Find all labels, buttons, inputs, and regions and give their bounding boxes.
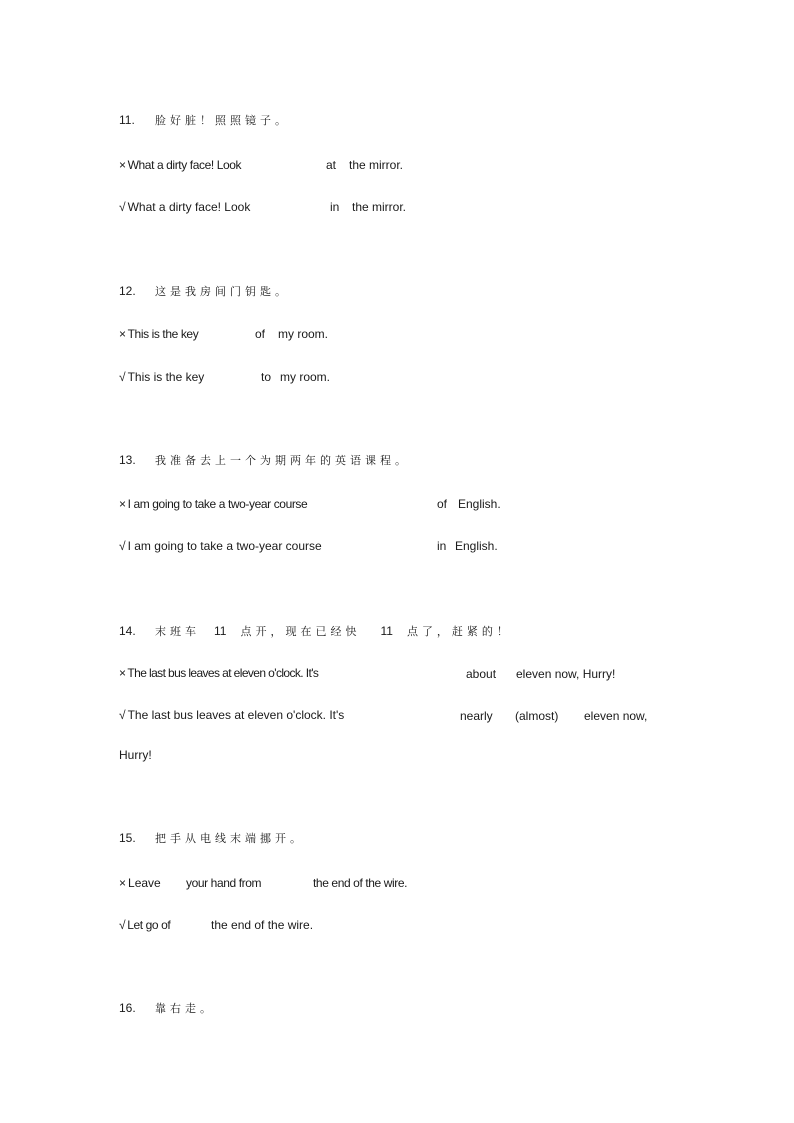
check-mark-icon: √	[119, 708, 126, 722]
right-rest: my room.	[280, 370, 331, 384]
right-rest: the end of the wire.	[211, 918, 314, 932]
chinese-sentence: 靠右走。	[155, 1002, 215, 1015]
wrong-answer: of	[255, 327, 266, 341]
check-mark-icon: √	[119, 370, 126, 384]
item-15-wrong	[119, 875, 161, 891]
chinese-sentence-part: 末班车	[155, 625, 200, 638]
cross-mark-icon: ×	[119, 158, 126, 172]
wrong-rest: eleven now, Hurry!	[516, 667, 616, 681]
item-13-heading	[119, 452, 410, 469]
item-14-right	[119, 707, 344, 723]
right-answer: nearly	[460, 709, 493, 723]
chinese-sentence: 这是我房间门钥匙。	[155, 285, 290, 298]
wrong-answer: of	[437, 497, 448, 511]
wrong-rest: the mirror.	[349, 158, 404, 172]
cross-mark-icon: ×	[119, 876, 127, 890]
wrong-answer: your hand from	[186, 876, 262, 890]
chinese-sentence: 把手从电线末端挪开。	[155, 832, 305, 845]
chinese-sentence: 脸好脏！照照镜子。	[155, 114, 290, 127]
wrong-rest: English.	[458, 497, 501, 511]
wrong-rest: my room.	[278, 327, 329, 341]
item-16-heading	[119, 1000, 215, 1017]
wrong-rest: the end of the wire.	[313, 876, 408, 890]
chinese-sentence: 我准备去上一个为期两年的英语课程。	[155, 454, 410, 467]
item-13-wrong	[119, 496, 307, 512]
right-answer-alt: (almost)	[515, 709, 559, 723]
item-11-wrong	[119, 157, 241, 173]
right-sentence: What a dirty face! Look	[127, 200, 251, 214]
item-11-heading	[119, 112, 290, 129]
right-sentence: The last bus leaves at eleven o'clock. It's	[127, 708, 345, 722]
cross-mark-icon: ×	[119, 327, 126, 341]
item-13-right	[119, 538, 322, 554]
chinese-number: 11	[214, 624, 227, 638]
item-12-right	[119, 369, 204, 385]
wrong-sentence: The last bus leaves at eleven o'clock. It's	[127, 666, 319, 680]
chinese-sentence-part: 点了，赶紧的！	[406, 625, 512, 638]
item-12-wrong	[119, 326, 198, 342]
right-sentence: This is the key	[127, 370, 205, 384]
right-wrap: Hurry!	[119, 748, 152, 762]
item-number: 13.	[119, 453, 136, 467]
wrong-sentence: Leave	[128, 876, 161, 890]
chinese-sentence-part: 点开，现在已经快	[240, 625, 361, 638]
right-answer: to	[261, 370, 272, 384]
chinese-number: 11	[380, 624, 393, 638]
right-rest: the mirror.	[352, 200, 407, 214]
wrong-sentence: What a dirty face! Look	[127, 158, 242, 172]
right-rest: eleven now,	[584, 709, 648, 723]
item-number: 16.	[119, 1001, 136, 1015]
check-mark-icon: √	[119, 200, 126, 214]
item-14-wrong	[119, 665, 318, 681]
item-number: 14.	[119, 624, 136, 638]
right-answer: in	[330, 200, 340, 214]
right-rest: English.	[455, 539, 498, 553]
wrong-sentence: This is the key	[127, 327, 199, 341]
check-mark-icon: √	[119, 918, 126, 932]
right-answer: in	[437, 539, 447, 553]
item-12-heading	[119, 283, 290, 300]
item-14-heading	[119, 623, 512, 640]
cross-mark-icon: ×	[119, 497, 126, 511]
item-number: 12.	[119, 284, 136, 298]
cross-mark-icon: ×	[119, 666, 126, 680]
right-sentence: I am going to take a two-year course	[127, 539, 322, 553]
item-15-heading	[119, 830, 305, 847]
wrong-answer: at	[326, 158, 337, 172]
wrong-answer: about	[466, 667, 497, 681]
right-sentence: Let go of	[127, 918, 171, 932]
wrong-sentence: I am going to take a two-year course	[127, 497, 308, 511]
item-11-right	[119, 199, 250, 215]
check-mark-icon: √	[119, 539, 126, 553]
item-15-right	[119, 917, 170, 933]
item-number: 15.	[119, 831, 136, 845]
item-number: 11.	[119, 113, 135, 127]
